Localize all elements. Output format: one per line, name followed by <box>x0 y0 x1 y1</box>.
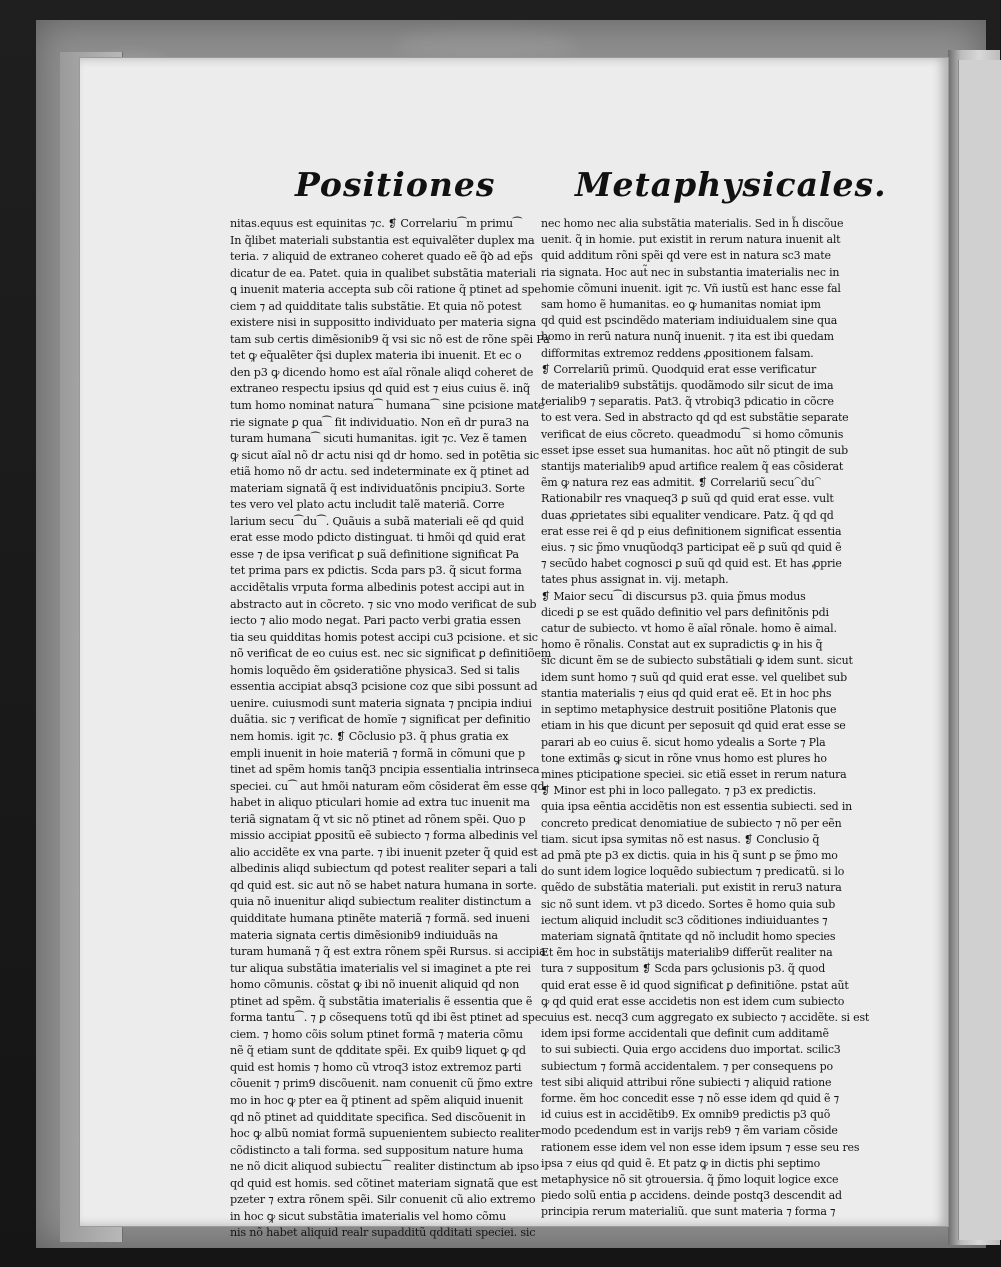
text-line: nõ verificat de eo cuius est. nec sic significat ꝑ definitiõem <box>230 647 552 661</box>
text-line: sic dicunt ẽm se de subiecto substãtiali ꝙ idem sunt. sicut <box>541 654 853 668</box>
text-line: dicedi ꝑ se est quãdo definitio vel pars definitõnis pdi <box>541 605 829 619</box>
text-line: in hoc ꝙ sicut substãtia imaterialis vel homo cõmu <box>230 1209 506 1223</box>
text-line: ꝙ sicut aĩal nõ dr actu nisi qd dr homo. sed in potẽtia sic <box>230 448 539 462</box>
text-line: speciei. cu⁀ aut hmõi naturam eõm cõsiderat ẽm esse qd <box>230 779 545 793</box>
text-line: verificat de eius cõcreto. queadmodu⁀ si homo cõmunis <box>541 427 844 441</box>
text-line: nis nõ habet aliquid realr supadditũ qdditati speciei. sic <box>230 1226 536 1240</box>
text-line: to sui subiecti. Quia ergo accidens duo importat. scilic3 <box>541 1043 841 1057</box>
text-line: Rationabilr res vnaqueq3 ꝑ suũ qd quid erat esse. vult <box>541 492 834 506</box>
text-line: mo in hoc ꝙ pter ea q̃ ptinent ad spẽm aliquid inuenit <box>230 1093 523 1107</box>
text-line: tes vero vel plato actu includit talẽ materiã. Corre <box>230 498 505 512</box>
text-line: missio accipiat ꝑpositũ eẽ subiecto ⁊ forma albedinis vel <box>230 829 538 843</box>
text-line: catur de subiecto. vt homo ẽ aĩal rõnale. homo ẽ aimal. <box>541 622 837 636</box>
text-line: principia rerum materialiũ. que sunt materia ⁊ forma ⁊ <box>541 1205 836 1219</box>
text-line: erat esse modo pdicto distinguat. ti hmõi qd quid erat <box>230 531 526 545</box>
text-line: parari ab eo cuius ẽ. sicut homo ydealis a Sorte ⁊ Pla <box>541 735 826 749</box>
text-line: idem ipsi forme accidentali que definit cum additamẽ <box>541 1027 829 1041</box>
text-line: cuius est. necq3 cum aggregato ex subiecto ⁊ accidẽte. si est <box>541 1010 870 1024</box>
text-line: quidditate humana ptinẽte materiã ⁊ formã. sed inueni <box>230 911 530 925</box>
text-line: homo cõmunis. cõstat ꝙ ibi nõ inuenit aliquid qd non <box>230 978 520 992</box>
text-line: to est vera. Sed in abstracto qd qd est substãtie separate <box>541 411 849 425</box>
text-line: rie signate ꝑ qua⁀ fit individuatio. Non eñ dr pura3 na <box>230 415 529 429</box>
next-page-edge <box>958 60 1001 1240</box>
running-head-left: Positiones <box>295 165 496 204</box>
text-line: uenire. cuiusmodi sunt materia signata ⁊ pncipia indiui <box>230 696 532 710</box>
text-line: piedo solũ entia ꝑ accidens. deinde postq3 descendit ad <box>541 1189 842 1203</box>
text-line: qd quid est pscindẽdo materiam indiuidualem sine qua <box>541 314 838 328</box>
text-line: hoc ꝙ albũ nomiat formã supuenientem subiecto realiter <box>230 1127 541 1141</box>
text-line: idem sunt homo ⁊ suũ qd quid erat esse. vel quelibet sub <box>541 670 848 684</box>
text-line: ipsa ⁊ eius qd quid ẽ. Et patz ꝙ in dictis phi septimo <box>541 1156 821 1170</box>
text-line: quid erat esse ẽ id quod significat ꝑ definitiõne. pstat aũt <box>541 978 849 992</box>
text-line: nitas.equus est equinitas ⁊c. ❡ Correlariu⁀m primu⁀ <box>230 217 522 230</box>
text-line: nẽ q̃ etiam sunt de qdditate spẽi. Ex quib9 liquet ꝙ qd <box>230 1044 526 1058</box>
text-line: ❡ Correlariũ primũ. Quodquid erat esse verificatur <box>541 362 817 376</box>
text-line: larium secu⁀du⁀. Quãuis a subã materiali eẽ qd quid <box>230 514 524 528</box>
text-line: tur aliqua substãtia imaterialis vel si imaginet a pte rei <box>230 961 531 975</box>
text-line: homie cõmuni inuenit. igit ⁊c. Vñ iustũ est hanc esse fal <box>541 281 841 295</box>
text-line: qd quid est. sic aut nõ se habet natura humana in sorte. <box>230 878 537 892</box>
text-line: etiã homo nõ dr actu. sed indeterminate ex q̃ ptinet ad <box>230 465 530 479</box>
text-line: habet in aliquo pticulari homie ad extra tuc inuenit ma <box>230 796 530 810</box>
text-line: quid est homis ⁊ homo cũ vtroq3 istoz extremoz parti <box>230 1060 522 1074</box>
text-line: ptinet ad spẽm. q̃ substãtia imaterialis ẽ essentia que ẽ <box>230 994 533 1008</box>
text-line: homo ẽ rõnalis. Constat aut ex supradictis ꝙ in his q̃ <box>541 638 823 652</box>
text-line: materiam signatã q̃ntitate qd nõ includit homo species <box>541 929 836 943</box>
text-line: test sibi aliquid attribui rõne subiecti ⁊ aliquid ratione <box>541 1075 832 1089</box>
text-line: ciem. ⁊ homo cõis solum ptinet formã ⁊ materia cõmu <box>230 1027 523 1041</box>
text-line: teria. ⁊ aliquid de extraneo coheret quado eẽ q̃ꝺ ad ep̃s <box>230 250 533 264</box>
text-line: nec homo nec alia substãtia materialis. Sed in h̃ discõue <box>541 217 844 230</box>
text-line: ⁊ secũdo habet cognosci ꝑ suũ qd quid est. Et has ꝓprie <box>541 557 842 571</box>
text-line: essentia accipiat absq3 pcisione coz que sibi possunt ad <box>230 680 538 694</box>
text-line: eius. ⁊ sic p̃mo vnuqũodq3 participat eẽ ꝑ suũ qd quid ẽ <box>541 541 842 555</box>
text-line: iectum aliquid includit sc3 cõditiones indiuiduantes ⁊ <box>541 913 828 927</box>
text-line: tone extimãs ꝙ sicut in rõne vnus homo est plures ho <box>541 751 827 765</box>
text-line: forma tantu⁀. ⁊ ꝑ cõsequens totũ qd ibi ẽst ptinet ad spe <box>230 1011 542 1025</box>
text-line: cõdistincto a tali forma. sed suppositum nature huma <box>230 1143 524 1157</box>
text-line: terialib9 ⁊ separatis. Pat3. q̃ vtrobiq3 pdicatio in cõcre <box>541 395 834 409</box>
text-line: homis loquẽdo ẽm ꝯsideratiõne physica3. Sed si talis <box>230 663 520 677</box>
text-line: iecto ⁊ alio modo negat. Pari pacto verbi gratia essen <box>230 614 521 628</box>
text-line: in septimo metaphysice destruit positiõne Platonis que <box>541 703 837 717</box>
text-line: cõuenit ⁊ prim9 discõuenit. nam conuenit cũ p̃mo extre <box>230 1077 533 1091</box>
text-line: duãtia. sic ⁊ verificat de homĩe ⁊ significat per definitio <box>230 713 531 727</box>
text-line: stantijs materialib9 apud artifice realem q̃ eas cõsiderat <box>541 460 844 474</box>
text-line: erat esse rei ẽ qd p eius definitionem significat essentia <box>541 524 842 538</box>
text-line: materia signata certis dimẽsionib9 indiuiduãs na <box>230 928 498 942</box>
text-line: sam homo ẽ humanitas. eo ꝙ humanitas nomiat ipm <box>541 298 821 312</box>
text-line: ꝙ qd quid erat esse accidetis non est idem cum subiecto <box>541 994 845 1008</box>
text-line: turam humana⁀ sicuti humanitas. igit ⁊c. Vez ẽ tamen <box>230 432 527 446</box>
text-line: ❡ Maior secu⁀di discursus p3. quia p̃mus modus <box>541 589 806 603</box>
text-line: extraneo respectu ipsius qd quid est ⁊ eius cuius ẽ. inq̃ <box>230 382 530 396</box>
text-line: nem homis. igit ⁊c. ❡ Cõclusio p3. q̃ phus gratia ex <box>230 729 509 743</box>
text-line: existere nisi in suppositto individuato per materia signa <box>230 316 536 330</box>
text-line: albedinis aliqd subiectum qd potest realiter separi a tali <box>230 862 538 876</box>
text-line: qd nõ ptinet ad quidditate specifica. Sed discõuenit in <box>230 1110 526 1124</box>
text-line: esse ⁊ de ipsa verificat ꝑ suã definitione significat Pa <box>230 547 519 561</box>
text-line: pzeter ⁊ extra rõnem spẽi. Silr conuenit cũ alio extremo <box>230 1193 536 1207</box>
text-line: tet ꝙ eq̃ualẽter q̃si duplex materia ibi inuenit. Et ec o <box>230 349 522 363</box>
text-line: tet prima pars ex pdictis. Scda pars p3. q̃ sicut forma <box>230 564 522 578</box>
text-line: sic nõ sunt idem. vt p3 dicedo. Sortes ẽ homo quia sub <box>541 897 836 911</box>
text-line: ad pmã pte p3 ex dictis. quia in his q̃ sunt ꝑ se p̃mo mo <box>541 848 838 862</box>
running-head-right: Metaphysicales. <box>575 165 887 204</box>
text-line: quid additum rõni spẽi qd vere est in natura sc3 mate <box>541 249 831 263</box>
text-line: metaphysice nõ sit ꝯtrouersia. q̃ p̃mo loquit logice exce <box>541 1172 839 1186</box>
text-line: tura ⁊ suppositum ❡ Scda pars ꝯclusionis p3. q̃ quod <box>541 962 826 976</box>
text-line: do sunt idem logice loquẽdo subiectum ⁊ predicatũ. si lo <box>541 865 845 879</box>
text-line: difformitas extremoz reddens ꝓpositionem falsam. <box>541 346 814 360</box>
text-line: mines pticipatione speciei. sic etiã esset in rerum natura <box>541 767 847 781</box>
text-line: abstracto aut in cõcreto. ⁊ sic vno modo verificat de sub <box>230 597 537 611</box>
text-line: ria signata. Hoc aut̃ nec in substantia imaterialis nec in <box>541 265 840 279</box>
text-line: forme. ẽm hoc concedit esse ⁊ nõ esse idem qd quid ẽ ⁊ <box>541 1091 839 1105</box>
text-line: accidẽtalis vrputa forma albedinis potest accipi aut in <box>230 581 525 595</box>
text-line: subiectum ⁊ formã accidentalem. ⁊ per consequens po <box>541 1059 833 1073</box>
text-line: homo in rerũ natura nunq̃ inuenit. ⁊ ita est ibi quedam <box>541 330 834 344</box>
text-line: quia nõ inuenitur aliqd subiectum realiter distinctum a <box>230 895 532 909</box>
text-line: tia seu quidditas homis potest accipi cu3 pcisione. et sic <box>230 630 538 644</box>
text-line: dicatur de ea. Patet. quia in qualibet substãtia materiali <box>230 266 536 280</box>
text-line: quia ipsa eẽntia accidẽtis non est essentia subiecti. sed in <box>541 800 853 814</box>
text-line: tates phus assignat in. vij. metaph. <box>541 573 729 587</box>
text-line: concreto predicat denomiatiue de subiecto ⁊ nõ per eẽn <box>541 816 842 830</box>
text-line: de materialib9 substãtijs. quodãmodo silr sicut de ima <box>541 379 834 393</box>
text-line: ẽm ꝙ natura rez eas admitit. ❡ Correlariũ secu⁀du⁀ <box>541 476 821 490</box>
text-column-right <box>541 216 870 1221</box>
text-line: qd quid est homis. sed cõtinet materiam signatã que est <box>230 1176 538 1190</box>
text-line: etiam in his que dicunt per seposuit qd quid erat esse se <box>541 719 846 733</box>
text-line: turam humanã ⁊ q̃ est extra rõnem spẽi Rursus. si accipia <box>230 945 546 959</box>
text-line: ❡ Minor est phi in loco pallegato. ⁊ p3 ex predictis. <box>541 784 816 798</box>
text-line: ꝗ inuenit materia accepta sub cõi ratione q̃ ptinet ad spe <box>230 283 541 297</box>
text-line: tiam. sicut ipsa symitas nõ est nasus. ❡ Conclusio q̃ <box>541 832 820 846</box>
text-line: tinet ad spẽm homis tanq̃3 pncipia essentialia intrinseca <box>230 763 540 777</box>
text-line: den p3 ꝙ dicendo homo est aĩal rõnale aliqd coheret de <box>230 365 534 379</box>
text-line: uenit. q̃ in homie. put existit in rerum natura inuenit alt <box>541 233 841 247</box>
text-line: duas ꝓprietates sibi equaliter vendicare. Patz. q̃ qd qd <box>541 508 834 522</box>
text-line: alio accidẽte ex vna parte. ⁊ ibi inuenit pzeter q̃ quid est <box>230 845 538 859</box>
text-line: id cuius est in accidẽtib9. Ex omnib9 predictis p3 quõ <box>541 1108 831 1122</box>
text-line: teriã signatam q̃ vt sic nõ ptinet ad rõnem spẽi. Quo p <box>230 812 526 826</box>
text-line: tum homo nominat natura⁀ humana⁀ sine pcisione mate <box>230 399 545 413</box>
text-line: ciem ⁊ ad quidditate talis substãtie. Et quia nõ potest <box>230 299 522 313</box>
text-line: quẽdo de substãtia materiali. put existit in reru3 natura <box>541 881 842 895</box>
text-line: empli inuenit in hoie materiã ⁊ formã in cõmuni que p <box>230 746 525 760</box>
text-line: esset ipse esset sua humanitas. hoc aũt nõ ptingit de sub <box>541 443 848 457</box>
text-line: Et ẽm hoc in substãtijs materialib9 differũt realiter na <box>541 946 833 960</box>
text-line: modo pcedendum est in varijs reb9 ⁊ ẽm variam cõside <box>541 1124 838 1138</box>
text-line: tam sub certis dimẽsionib9 q̃ vsi sic nõ est de rõne spẽi Pa <box>230 332 550 346</box>
text-line: ne nõ dicit aliquod subiectu⁀ realiter distinctum ab ipso <box>230 1160 539 1174</box>
text-line: In q̃libet materiali substantia est equivalẽter duplex ma <box>230 233 535 247</box>
board-stain <box>396 30 576 60</box>
text-line: materiam signatã q̃ est individuatõnis pncipiu3. Sorte <box>230 481 525 495</box>
text-column-left <box>230 216 552 1242</box>
text-line: stantia materialis ⁊ eius qd quid erat eẽ. Et in hoc phs <box>541 686 832 700</box>
text-line: rationem esse idem vel non esse idem ipsum ⁊ esse seu res <box>541 1140 860 1154</box>
